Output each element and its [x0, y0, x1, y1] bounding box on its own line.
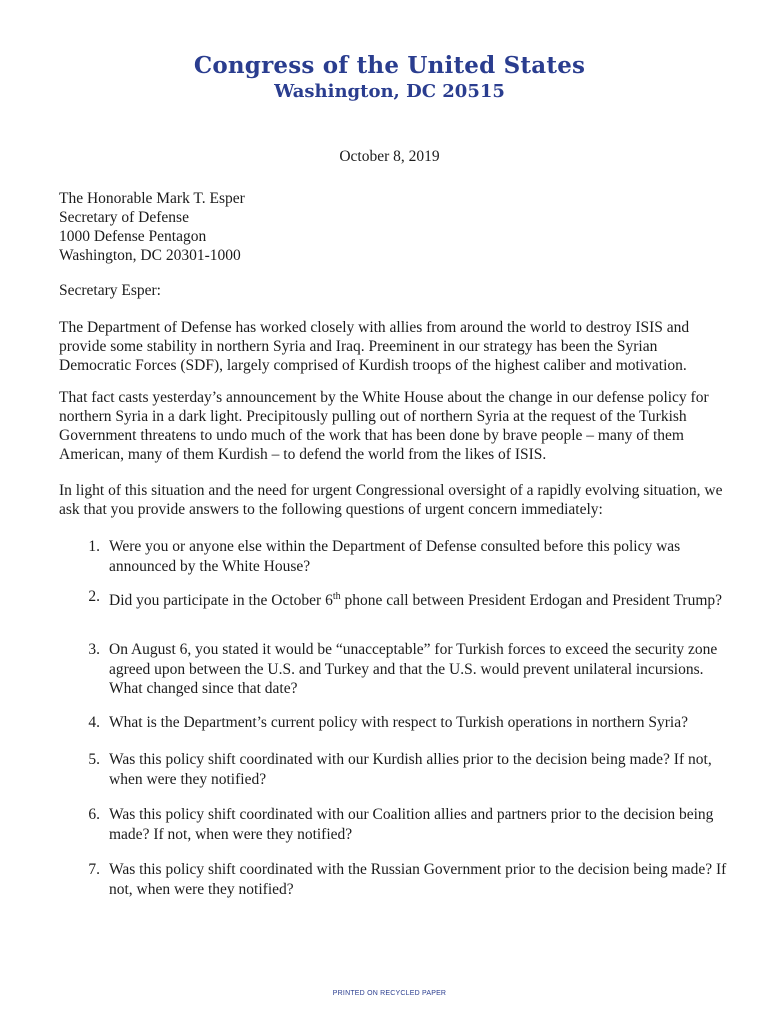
footer-recycled-paper: PRINTED ON RECYCLED PAPER [332, 990, 447, 997]
salutation: Secretary Esper: [59, 282, 161, 299]
question-text-after: phone call between President Erdogan and President Trump? [340, 592, 723, 610]
recipient-city: Washington, DC 20301-1000 [59, 247, 241, 264]
question-text: Were you or anyone else within the Department of Defense consulted before this policy was announced by the White House? [109, 538, 681, 575]
recipient-address [59, 189, 729, 265]
question-number: 4. [88, 714, 100, 731]
paragraph-2: That fact casts yesterday’s announcement by the White House about the change in our defense policy for northern Syria in a dark light. Precipitously pulling out of northern Syria at the request of the Turkish Government threatens to undo much of the work that has been done by brave people – many of them American, many of them Kurdish – to defend the world from the likes of ISIS. [59, 389, 709, 463]
letterhead-address: Washington, DC 20515 [274, 81, 505, 102]
question-text-before: Did you participate in the October 6 [109, 592, 333, 610]
question-number: 2. [88, 588, 100, 605]
recipient-title: Secretary of Defense [59, 209, 189, 226]
question-text: Was this policy shift coordinated with the Russian Government prior to the decision being made? If not, when were they notified? [109, 861, 727, 898]
recipient-name: The Honorable Mark T. Esper [59, 190, 245, 207]
question-number: 3. [88, 641, 100, 658]
question-number: 6. [88, 806, 100, 823]
question-text [109, 587, 734, 611]
paragraph-1: The Department of Defense has worked closely with allies from around the world to destroy ISIS and provide some stability in northern Syria and Iraq. Preeminent in our strategy has been the Syrian Democratic Forces (SDF), largely comprised of Kurdish troops of the highest caliber and motivation. [59, 319, 690, 374]
question-text: On August 6, you stated it would be “unacceptable” for Turkish forces to exceed the security zone agreed upon between the U.S. and Turkey and that the U.S. would prevent unilateral incursions. What changed since that date? [109, 641, 718, 697]
question-number: 5. [88, 751, 100, 768]
letter-date: October 8, 2019 [339, 148, 440, 165]
question-number: 7. [88, 861, 100, 878]
superscript-ordinal: th [332, 591, 341, 602]
paragraph-3: In light of this situation and the need for urgent Congressional oversight of a rapidly evolving situation, we ask that you provide answers to the following questions of urgent concern immediately: [59, 482, 723, 518]
question-text: Was this policy shift coordinated with our Coalition allies and partners prior to the decision being made? If not, when were they notified? [109, 806, 714, 843]
recipient-street: 1000 Defense Pentagon [59, 228, 207, 245]
letterhead-title: Congress of the United States [193, 52, 586, 79]
question-text: Was this policy shift coordinated with our Kurdish allies prior to the decision being made? If not, when were they notified? [109, 751, 712, 788]
question-text: What is the Department’s current policy with respect to Turkish operations in northern Syria? [109, 714, 688, 731]
question-number: 1. [88, 538, 100, 555]
